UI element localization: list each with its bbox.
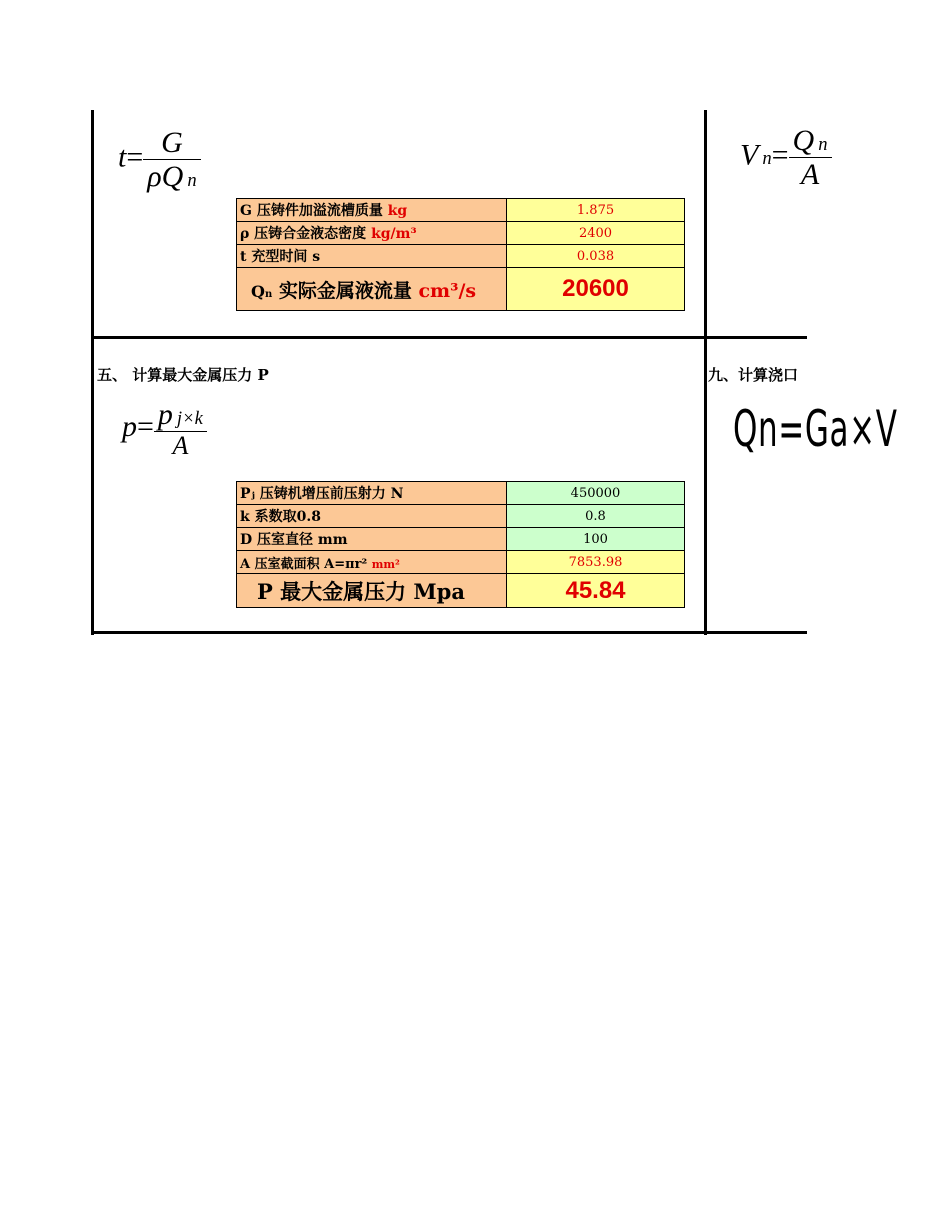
formula-denominator: A	[172, 431, 189, 460]
result-label	[237, 268, 507, 311]
formula-numerator: G	[161, 126, 183, 159]
formula-lhs: V	[740, 138, 759, 172]
table-row	[237, 482, 685, 505]
left-border	[91, 110, 94, 635]
formula-denominator: A	[800, 158, 820, 191]
formula-denominator	[143, 160, 200, 193]
formula-flow: Qn=Ga×V	[733, 400, 898, 458]
row-label	[237, 222, 507, 245]
formula-fraction	[789, 124, 832, 191]
row-value[interactable]: 7853.98	[507, 551, 685, 574]
table-row	[237, 199, 685, 222]
row-label	[237, 245, 507, 268]
pressure-table	[236, 481, 685, 608]
formula-fill-time	[118, 126, 201, 193]
row-value[interactable]: 450000	[507, 482, 685, 505]
section-5-heading: 五、 计算最大金属压力 P	[97, 366, 269, 384]
table-row	[237, 245, 685, 268]
subscript-n: n	[818, 134, 828, 155]
subscript-n: n	[762, 148, 772, 170]
table-row	[237, 551, 685, 574]
formula-equals: =	[137, 410, 154, 444]
formula-lhs: t	[118, 140, 127, 174]
formula-numerator	[154, 398, 207, 431]
subscript-n: n	[264, 288, 273, 300]
table-row	[237, 505, 685, 528]
middle-divider	[704, 110, 707, 635]
result-value[interactable]: 45.84	[507, 574, 685, 608]
formula-velocity	[740, 124, 832, 191]
result-label: P 最大金属压力 Mpa	[237, 574, 507, 608]
table-row	[237, 222, 685, 245]
label-text: t 充型时间 s	[240, 249, 321, 265]
subscript-n: n	[187, 170, 197, 191]
row-label: D 压室直径 mm	[237, 528, 507, 551]
formula-fraction	[143, 126, 200, 193]
formula-fraction	[154, 398, 207, 461]
result-row	[237, 574, 685, 608]
subscript-jk: j×k	[176, 408, 203, 429]
q-symbol: Q	[792, 124, 815, 157]
label-text: ρ 压铸合金液态密度	[240, 226, 367, 242]
formula-lhs: p	[122, 410, 137, 444]
section-divider	[91, 336, 807, 339]
row-label	[237, 551, 507, 574]
heading-text: 九、计算浇口	[708, 366, 799, 384]
label-text: 实际金属液流量	[278, 279, 412, 302]
label-text: G 压铸件加溢流槽质量	[240, 203, 383, 219]
table-row	[237, 528, 685, 551]
rho-symbol: ρ	[147, 160, 162, 193]
row-value[interactable]: 2400	[507, 222, 685, 245]
q-symbol: Q	[161, 160, 184, 193]
row-value[interactable]: 1.875	[507, 199, 685, 222]
unit-text: mm²	[371, 557, 400, 571]
result-value[interactable]: 20600	[507, 268, 685, 311]
row-value[interactable]: 0.038	[507, 245, 685, 268]
row-label: k 系数取0.8	[237, 505, 507, 528]
result-row	[237, 268, 685, 311]
formula-pressure	[122, 398, 207, 461]
unit-text: kg/m³	[371, 226, 417, 242]
label-text: A 压室截面积 A=πr²	[240, 556, 368, 572]
formula-equals: =	[771, 138, 789, 172]
row-value[interactable]: 0.8	[507, 505, 685, 528]
section-9-heading	[708, 364, 806, 385]
p-symbol: p	[157, 398, 173, 431]
row-label	[237, 199, 507, 222]
bottom-border	[91, 631, 807, 634]
row-value[interactable]: 100	[507, 528, 685, 551]
formula-equals: =	[126, 140, 144, 174]
q-symbol: Q	[251, 281, 265, 301]
flow-rate-table	[236, 198, 685, 311]
unit-text: cm³/s	[418, 279, 477, 302]
unit-text: kg	[387, 203, 408, 219]
row-label: Pⱼ 压铸机增压前压射力 N	[237, 482, 507, 505]
formula-numerator	[789, 124, 832, 157]
